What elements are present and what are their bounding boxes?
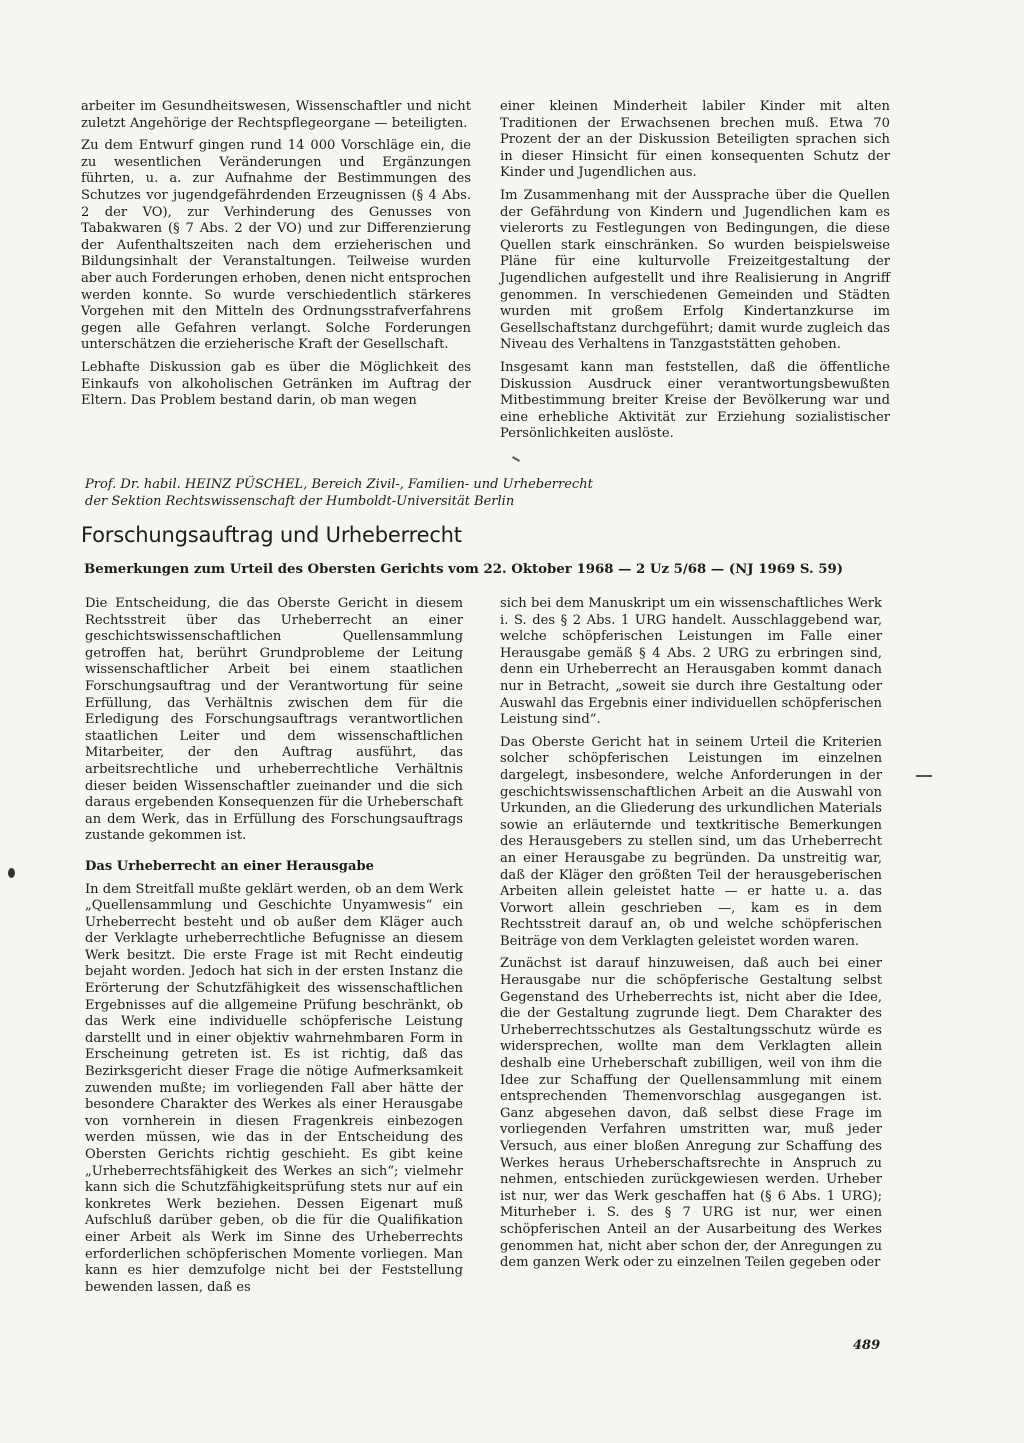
paragraph: Die Entscheidung, die das Oberste Gericht in diesem Rechtsstreit über das Urheberrecht an einer geschichtswissenschaftlichen Quellensammlung getroffen hat, berührt Grundprobleme der Leitung wissenschaftlicher Arbeit bei einem staatlichen Forschungsauftrag und der Verantwortung für seine Erfüllung, das Verhältnis zwischen dem für die Erledigung des Forschungsauftrags verantwortlichen staatlichen Leiter und dem wissenschaftlichen Mitarbeiter, der den Auftrag ausführt, das arbeitsrechtliche und urheberrechtliche Verhältnis dieser beiden Wissenschaftler zueinander und die sich daraus ergebenden Konsequenzen für die Urheberschaft an dem Werk, das in Erfüllung des Forschungsauftrags zustande gekommen ist.: [85, 596, 463, 844]
paragraph: In dem Streitfall mußte geklärt werden, ob an dem Werk „Quellensammlung und Geschichte Unyamwesis“ ein Urheberrecht besteht und ob außer dem Kläger auch der Verklagte urheberrechtliche Befugnisse an diesem Werk besitzt. Die erste Frage ist mit Recht eindeutig bejaht worden. Jedoch hat sich in der ersten Instanz die Erörterung der Schutzfähigkeit des wissenschaftlichen Ergebnisses auf die allgemeine Prüfung beschränkt, ob das Werk eine individuelle schöpferische Leistung darstellt und in einer objektiv wahrnehmbaren Form in Erscheinung getreten ist. Es ist richtig, daß das Bezirksgericht dieser Frage die nötige Aufmerksamkeit zuwenden mußte; im vorliegenden Fall aber hätte der besondere Charakter des Werkes als einer Herausgabe von vornherein in diesen Fragenkreis einbezogen werden müssen, wie das in der Entscheidung des Obersten Gerichts richtig geschieht. Es gibt keine „Urheberrechtsfähigkeit des Werkes an sich“; vielmehr kann sich die Schutzfähigkeitsprüfung stets nur auf ein konkretes Werk beziehen. Dessen Eigenart muß Aufschluß darüber geben, ob die für die Qualifikation einer Arbeit als Werk im Sinne des Urheberrechts erforderlichen schöpferischen Momente vorliegen. Man kann es hier demzufolge nicht bei der Feststellung bewenden lassen, daß es: [85, 881, 463, 1295]
article-subtitle: Bemerkungen zum Urteil des Obersten Gerichts vom 22. Oktober 1968 — 2 Uz 5/68 — (NJ 1969 S. 59): [84, 562, 844, 577]
scan-mark: [916, 775, 932, 777]
section-heading: Das Urheberrecht an einer Herausgabe: [85, 858, 374, 874]
paragraph: Im Zusammenhang mit der Aussprache über die Quellen der Gefährdung von Kindern und Jugendlichen kam es vielerorts zu Festlegungen von Bedingungen, die diese Quellen stark einschränken. So wurden beispielsweise Pläne für eine kulturvolle Freizeitgestaltung der Jugendlichen aufgestellt und ihre Realisierung in Angriff genommen. In verschiedenen Gemeinden und Städten wurden mit großem Erfolg Kindertanzkurse im Gesellschaftstanz durchgeführt; damit wurde zugleich das Niveau des Verhaltens in Tanzgaststätten gehoben.: [500, 187, 890, 353]
paragraph: arbeiter im Gesundheitswesen, Wissenschaftler und nicht zuletzt Angehörige der Rechtspflegeorgane — beteiligten.: [81, 99, 471, 131]
article-title: Forschungsauftrag und Urheberrecht: [81, 523, 462, 547]
paragraph: Das Oberste Gericht hat in seinem Urteil die Kriterien solcher schöpferischen Leistungen im einzelnen dargelegt, insbesondere, welche Anforderungen in der geschichtswissenschaftlichen Arbeit an die Auswahl von Urkunden, an die Gliederung des urkundlichen Materials sowie an erläuternde und textkritische Bemerkungen des Herausgebers zu stellen sind, um das Urheberrecht an einer Herausgabe zu begründen. Da unstreitig war, daß der Kläger den größten Teil der herausgeberischen Arbeiten allein geleistet hatte — er hatte u. a. das Vorwort allein geschrieben —, kam es in dem Rechtsstreit darauf an, ob und welche schöpferischen Beiträge von dem Verklagten geleistet worden waren.: [500, 734, 882, 949]
paragraph: Lebhafte Diskussion gab es über die Möglichkeit des Einkaufs von alkoholischen Getränken im Auftrag der Eltern. Das Problem bestand darin, ob man wegen: [81, 359, 471, 409]
article-right-column: [500, 596, 882, 1272]
top-left-column: [81, 99, 471, 410]
scan-mark: [8, 868, 15, 878]
paragraph: einer kleinen Minderheit labiler Kinder mit alten Traditionen der Erwachsenen brechen muß. Etwa 70 Prozent der an der Diskussion Beteiligten sprachen sich in dieser Hinsicht für einen konsequenten Schutz der Kinder und Jugendlichen aus.: [500, 99, 890, 181]
paragraph: Insgesamt kann man feststellen, daß die öffentliche Diskussion Ausdruck einer verantwortungsbewußten Mitbestimmung breiter Kreise der Bevölkerung war und eine erhebliche Aktivität zur Erziehung sozialistischer Persönlichkeiten auslöste.: [500, 359, 890, 442]
paragraph: sich bei dem Manuskript um ein wissenschaftliches Werk i. S. des § 2 Abs. 1 URG handelt. Ausschlaggebend war, welche schöpferischen Leistungen im Falle einer Herausgabe gemäß § 4 Abs. 2 URG zu erbringen sind, denn ein Urheberrecht an Herausgaben kommt danach nur in Betracht, „soweit sie durch ihre Gestaltung oder Auswahl das Ergebnis einer individuellen schöpferischen Leistung sind“.: [500, 596, 882, 728]
top-right-column: [500, 99, 890, 443]
paragraph: Zunächst ist darauf hinzuweisen, daß auch bei einer Herausgabe nur die schöpferische Gestaltung selbst Gegenstand des Urheberrechts ist, nicht aber die Idee, die der Gestaltung zugrunde liegt. Dem Charakter des Urheberrechtsschutzes als Gestaltungsschutz würde es widersprechen, wollte man dem Verklagten allein deshalb eine Urheberschaft zubilligen, weil von ihm die Idee zur Schaffung der Quellensammlung mit einem entsprechenden Themenvorschlag ausgegangen ist. Ganz abgesehen davon, daß selbst diese Frage im vorliegenden Verfahren umstritten war, muß jeder Versuch, aus einer bloßen Anregung zur Schaffung des Werkes heraus Urheberschaftsrechte in Anspruch zu nehmen, entschieden zurückgewiesen werden. Urheber ist nur, wer das Werk geschaffen hat (§ 6 Abs. 1 URG); Miturheber i. S. des § 7 URG ist nur, wer einen schöpferischen Anteil an der Ausarbeitung des Werkes genommen hat, nicht aber schon der, der Anregungen zu dem ganzen Werk oder zu einzelnen Teilen gegeben oder: [500, 956, 882, 1271]
page-number: 489: [853, 1338, 881, 1353]
paragraph: Zu dem Entwurf gingen rund 14 000 Vorschläge ein, die zu wesentlichen Veränderungen und Ergänzungen führten, u. a. zur Aufnahme der Bestimmungen des Schutzes vor jugendgefährdenden Erzeugnissen (§ 4 Abs. 2 der VO), zur Verhinderung des Genusses von Tabakwaren (§ 7 Abs. 2 der VO) und zur Differenzierung der Aufenthaltszeiten nach dem erzieherischen und Bildungsinhalt der Veranstaltungen. Teilweise wurden aber auch Forderungen erhoben, denen nicht entsprochen werden konnte. So wurde verschiedentlich stärkeres Vorgehen mit den Mitteln des Ordnungsstrafverfahrens gegen alle Gefahren verlangt. Solche Forderungen unterschätzen die erzieherische Kraft der Gesellschaft.: [81, 138, 471, 353]
author-byline: [85, 477, 885, 510]
scan-mark: [512, 456, 520, 462]
author-affiliation: der Sektion Rechtswissenschaft der Humboldt-Universität Berlin: [85, 493, 515, 509]
author-line: Prof. Dr. habil. HEINZ PÜSCHEL, Bereich Zivil-, Familien- und Urheberrecht: [85, 477, 593, 492]
article-left-column: [85, 596, 463, 1296]
